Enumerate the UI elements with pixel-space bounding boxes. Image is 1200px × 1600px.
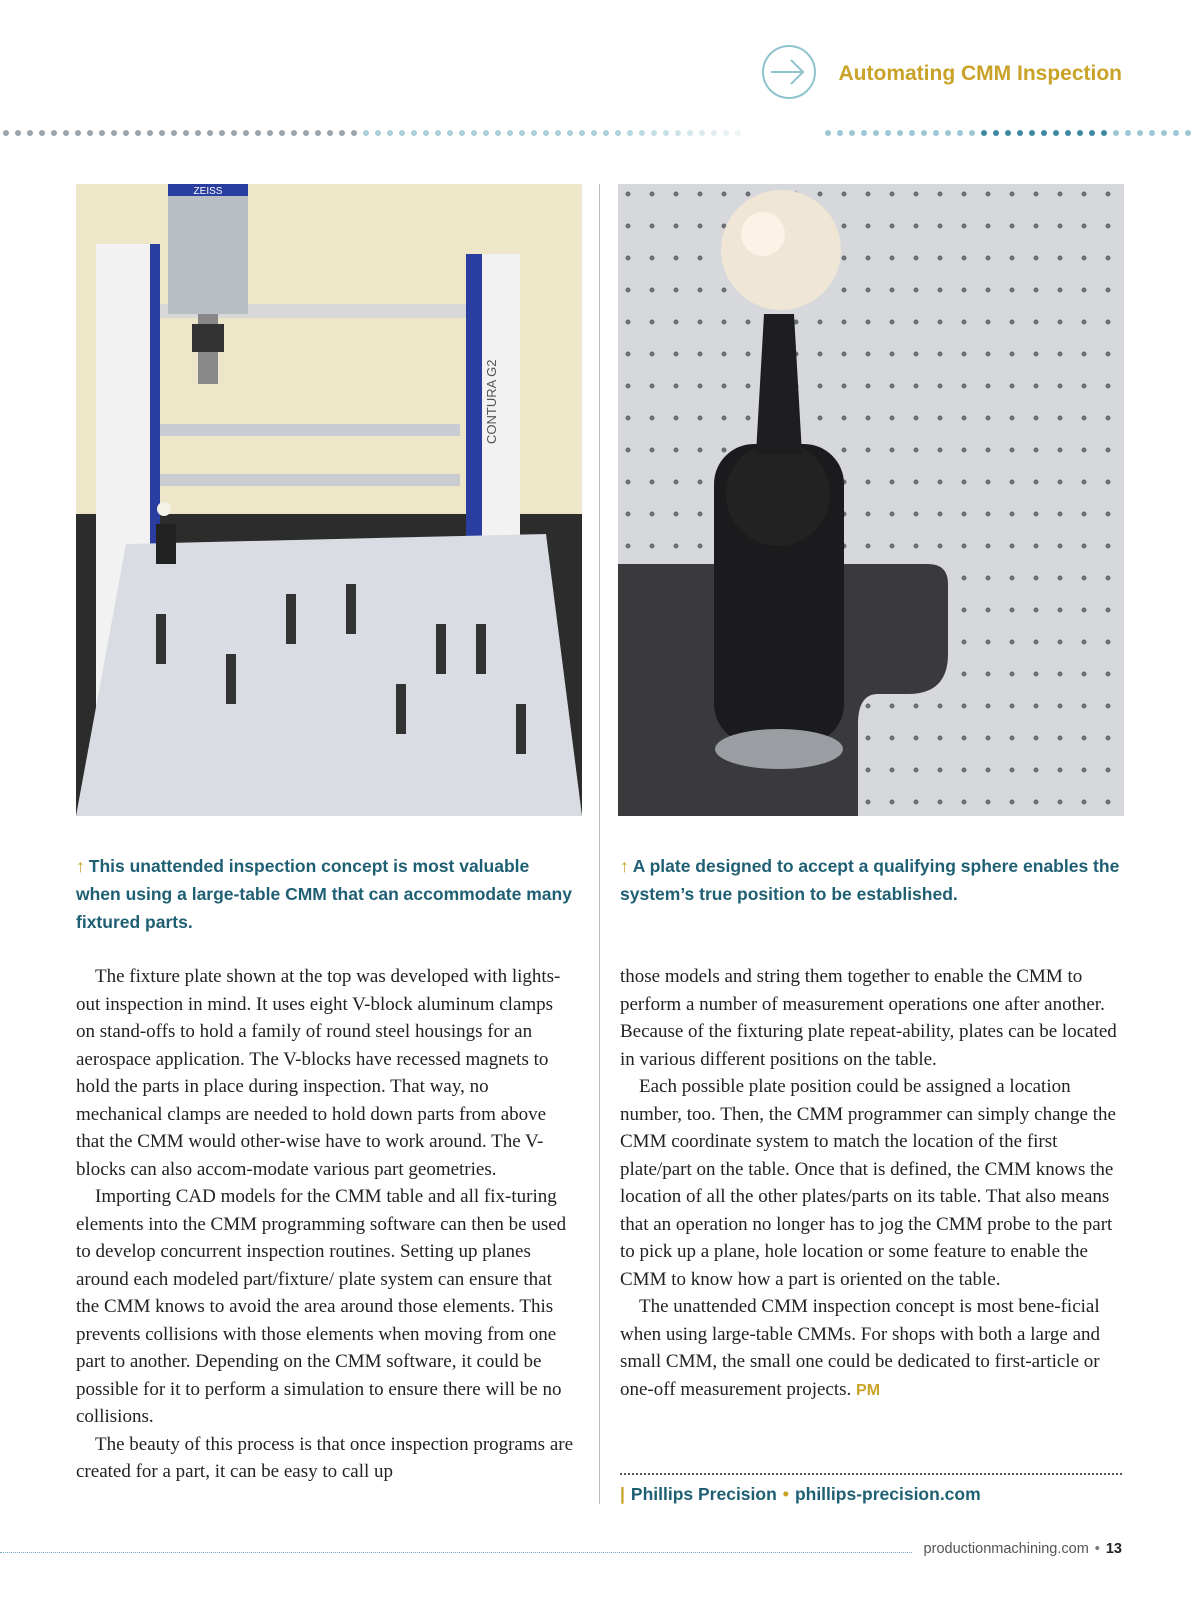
page-footer: productionmachining.com • 13 — [923, 1541, 1122, 1557]
body-right-column — [620, 963, 1120, 1404]
paragraph: The fixture plate shown at the top was developed with lights-out inspection in mind. It uses eight V-block aluminum clamps on stand-offs to hold a family of round steel housings for an aerospace application. The V-blocks have recessed magnets to hold the parts in place during inspection. That way, no mechanical clamps are needed to hold down parts from above that the CMM would other-wise have to work around. The V-blocks can also accom-modate various part geometries. — [76, 966, 561, 1180]
credit-company: Phillips Precision — [630, 1484, 777, 1504]
end-mark: PM — [856, 1381, 881, 1399]
paragraph: those models and string them together to enable the CMM to perform a number of measurement operations one after another. Because of the fixturing plate repeat-ability, plates can be located in various different positions on the table. — [620, 966, 1117, 1070]
paragraph-text: The unattended CMM inspection concept is most bene-ficial when using large-table CMMs. For shops with both a large and small CMM, the small one could be dedicated to first-article or one-off measurement projects. — [620, 1296, 1101, 1400]
page-header — [761, 44, 1122, 104]
right-caption-text: A plate designed to accept a qualifying sphere enables the system’s true position to be established. — [620, 856, 1120, 904]
paragraph: The beauty of this process is that once inspection programs are created for a part, it can be easy to call up — [76, 1433, 574, 1482]
credit-url[interactable]: phillips-precision.com — [794, 1484, 981, 1504]
qualifying-sphere-photo — [618, 184, 1124, 816]
source-credit: | Phillips Precision • phillips-precision.com — [620, 1484, 981, 1504]
credit-rule — [620, 1473, 1122, 1475]
section-title: Automating CMM Inspection — [838, 62, 1122, 85]
footer-site[interactable]: productionmachining.com — [923, 1541, 1089, 1557]
right-figure-caption — [620, 852, 1120, 908]
left-figure-caption — [76, 852, 576, 936]
cmm-machine-photo — [76, 184, 582, 816]
up-arrow-icon: ↑ — [620, 856, 629, 876]
up-arrow-icon: ↑ — [76, 856, 85, 876]
cmm-model-label: CONTURA G2 — [484, 359, 499, 444]
column-divider — [599, 184, 600, 1504]
paragraph — [620, 1293, 1120, 1404]
left-caption-text: This unattended inspection concept is most valuable when using a large-table CMM that can accommodate many fixtured parts. — [76, 856, 572, 932]
dotted-rule-left — [0, 127, 750, 139]
dotted-rule-right — [822, 127, 1200, 139]
footer-rule — [0, 1552, 912, 1553]
cmm-brand-label: ZEISS — [193, 186, 223, 197]
body-left-column — [76, 963, 576, 1486]
paragraph: Importing CAD models for the CMM table and all fix-turing elements into the CMM programming software can then be used to develop concurrent inspection routines. Setting up planes around each modeled part/fixture/ plate system can ensure that the CMM knows to avoid the area around those elements. This prevents collisions with those elements when moving from one part to another. Depending on the CMM software, it could be possible for it to perform a simulation to ensure there will be no collisions. — [76, 1186, 567, 1427]
arrow-circle-icon — [761, 44, 817, 105]
page-number: 13 — [1105, 1541, 1122, 1557]
paragraph: Each possible plate position could be assigned a location number, too. Then, the CMM programmer can simply change the CMM coordinate system to match the location of the first plate/part on the table. Once that is defined, the CMM knows the location of all the other plates/parts on its table. That also means that an operation no longer has to jog the CMM probe to the part to pick up a plane, hole location or some feature to enable the CMM to know how a part is oriented on the table. — [620, 1076, 1116, 1290]
